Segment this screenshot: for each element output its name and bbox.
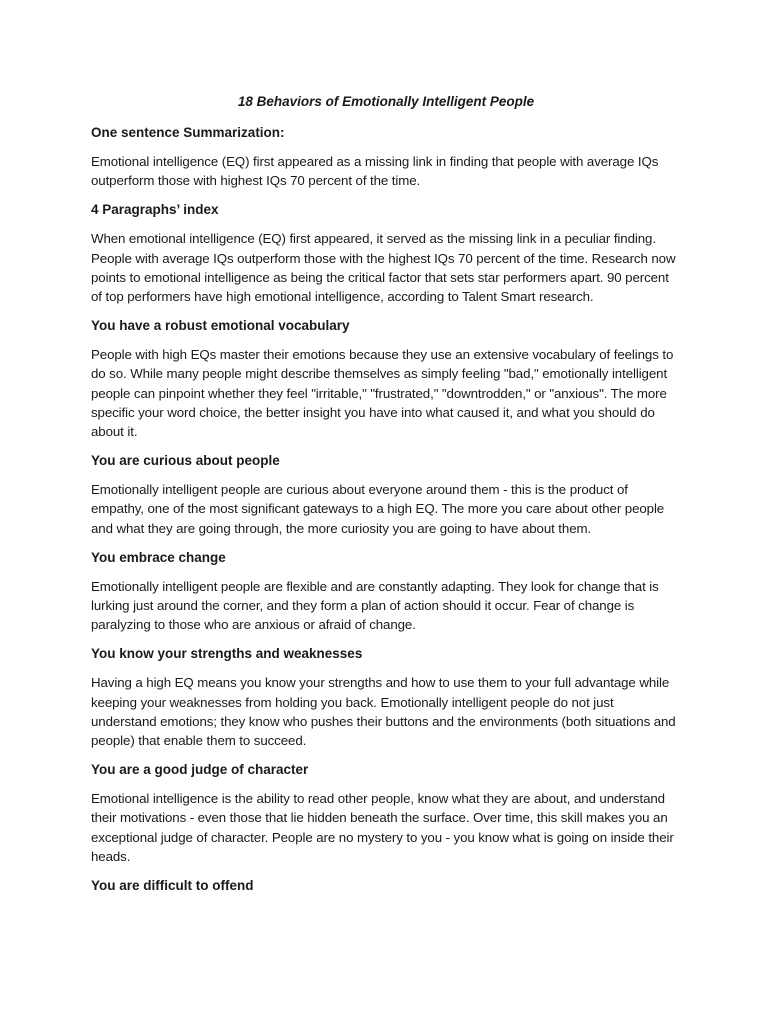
section-heading-vocabulary: You have a robust emotional vocabulary: [91, 318, 350, 334]
section-body-strengths: Having a high EQ means you know your strengths and how to use them to your full advantage while keeping your weaknesses from holding you back. Emotionally intelligent people do not just understand emotions; they know who pushes their buttons and the environments (both situations and people) that enable them to succeed.: [91, 675, 676, 749]
section-heading-curious: You are curious about people: [91, 453, 280, 469]
section-body-curious: Emotionally intelligent people are curious about everyone around them - this is the product of empathy, one of the most significant gateways to a high EQ. The more you care about other people and what they are going through, the more curiosity you are going to have about them.: [91, 482, 665, 536]
section-heading-offend: You are difficult to offend: [91, 878, 254, 894]
section-body-index: When emotional intelligence (EQ) first appeared, it served as the missing link in a peculiar finding. People with average IQs outperform those with the highest IQs 70 percent of the time. Research now points to emotional intelligence as being the critical factor that sets star performers apart. 90 percent of top performers have high emotional intelligence, according to Talent Smart research.: [91, 231, 676, 305]
section-body-character: Emotional intelligence is the ability to read other people, know what they are about, and understand their motivations - even those that lie hidden beneath the surface. Over time, this skill makes you an exceptional judge of character. People are no mystery to you - you know what is going on inside their heads.: [91, 791, 674, 864]
section-body-vocabulary: People with high EQs master their emotions because they use an extensive vocabulary of feelings to do so. While many people might describe themselves as simply feeling "bad," emotionally intelligent people can pinpoint whether they feel "irritable," "frustrated," "downtrodden," or "anxious". The more specific your word choice, the better insight you have into what caused it, and what you should do about it.: [91, 347, 674, 440]
document-title: 18 Behaviors of Emotionally Intelligent People: [237, 94, 535, 109]
section-heading-character: You are a good judge of character: [91, 762, 309, 778]
section-heading-strengths: You know your strengths and weaknesses: [91, 646, 363, 662]
document-content: [91, 92, 681, 905]
section-heading-index: 4 Paragraphs’ index: [91, 202, 219, 218]
section-heading-summary: One sentence Summarization:: [91, 125, 285, 140]
section-body-summary: Emotional intelligence (EQ) first appeared as a missing link in finding that people with average IQs outperform those with highest IQs 70 percent of the time.: [91, 154, 659, 189]
section-body-change: Emotionally intelligent people are flexible and are constantly adapting. They look for change that is lurking just around the corner, and they form a plan of action should it occur. Fear of change is paralyzing to those who are anxious or afraid of change.: [91, 578, 659, 633]
section-heading-change: You embrace change: [91, 549, 226, 565]
